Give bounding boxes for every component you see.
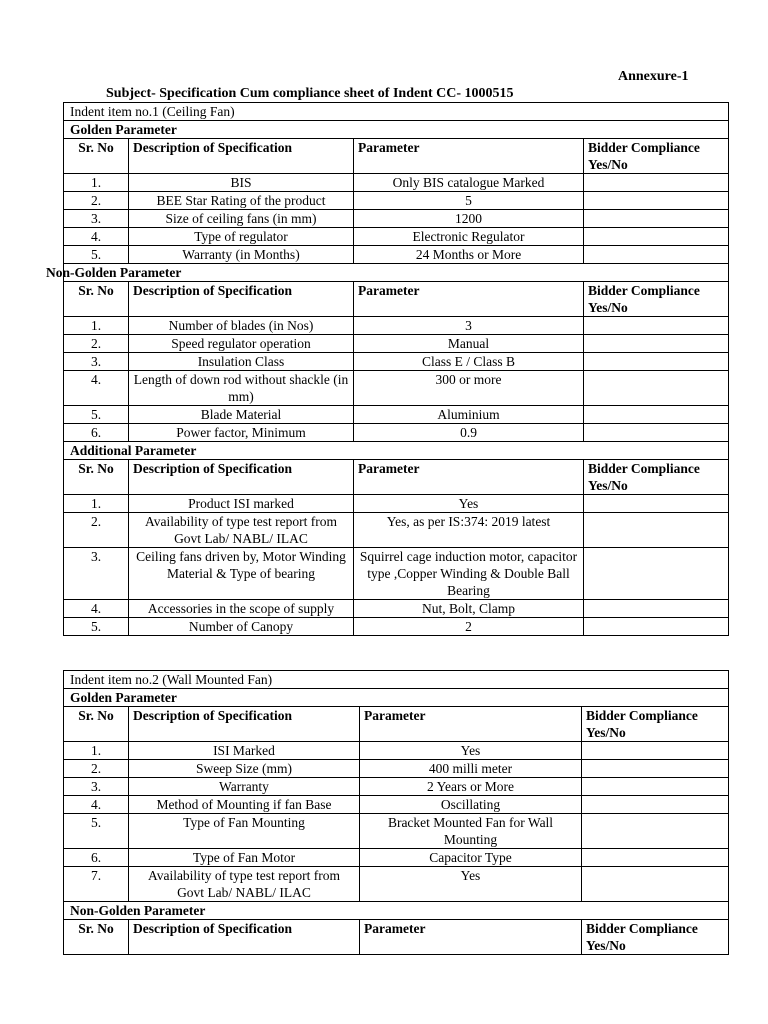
section-row: [64, 902, 729, 920]
description-cell: Length of down rod without shackle (in mm): [129, 371, 354, 406]
header-row: [64, 139, 729, 174]
description-cell: ISI Marked: [129, 742, 360, 760]
description-cell: Availability of type test report from Govt Lab/ NABL/ ILAC: [129, 867, 360, 902]
compliance-cell: [584, 424, 729, 442]
spec-row: [64, 849, 729, 867]
sr-no-cell: 2.: [64, 513, 129, 548]
parameter-cell: 300 or more: [354, 371, 584, 406]
description-cell: Availability of type test report from Govt Lab/ NABL/ ILAC: [129, 513, 354, 548]
annexure-label: Annexure-1: [618, 69, 689, 84]
section-row: [64, 264, 729, 282]
header-description: Description of Specification: [129, 920, 360, 955]
compliance-cell: [582, 742, 729, 760]
header-parameter: Parameter: [354, 282, 584, 317]
compliance-cell: [584, 210, 729, 228]
parameter-cell: Electronic Regulator: [354, 228, 584, 246]
parameter-cell: Oscillating: [360, 796, 582, 814]
sr-no-cell: 4.: [64, 796, 129, 814]
sr-no-cell: 3.: [64, 210, 129, 228]
spec-row: [64, 600, 729, 618]
compliance-cell: [584, 371, 729, 406]
header-row: [64, 460, 729, 495]
spec-row: [64, 867, 729, 902]
parameter-cell: Yes: [360, 742, 582, 760]
sr-no-cell: 1.: [64, 317, 129, 335]
description-cell: Type of Fan Motor: [129, 849, 360, 867]
spec-row: [64, 814, 729, 849]
item-title: Indent item no.2 (Wall Mounted Fan): [64, 671, 729, 689]
section-title: Additional Parameter: [64, 442, 729, 460]
parameter-cell: Only BIS catalogue Marked: [354, 174, 584, 192]
parameter-cell: 0.9: [354, 424, 584, 442]
parameter-cell: Bracket Mounted Fan for Wall Mounting: [360, 814, 582, 849]
compliance-cell: [584, 335, 729, 353]
ceiling-fan-spec-table: [46, 102, 729, 636]
parameter-cell: 3: [354, 317, 584, 335]
description-cell: Size of ceiling fans (in mm): [129, 210, 354, 228]
header-bidder-compliance: Bidder Compliance Yes/No: [582, 707, 729, 742]
sr-no-cell: 5.: [64, 406, 129, 424]
wall-fan-spec-table: [63, 670, 729, 955]
description-cell: Type of Fan Mounting: [129, 814, 360, 849]
spec-row: [64, 353, 729, 371]
header-parameter: Parameter: [360, 920, 582, 955]
sr-no-cell: 3.: [64, 778, 129, 796]
spec-row: [64, 760, 729, 778]
section-row: [64, 689, 729, 707]
description-cell: Type of regulator: [129, 228, 354, 246]
sr-no-cell: 2.: [64, 192, 129, 210]
parameter-cell: Yes: [360, 867, 582, 902]
compliance-cell: [582, 778, 729, 796]
sr-no-cell: 4.: [64, 371, 129, 406]
compliance-cell: [584, 353, 729, 371]
compliance-cell: [584, 618, 729, 636]
header-bidder-compliance: Bidder Compliance Yes/No: [584, 139, 729, 174]
spec-row: [64, 228, 729, 246]
header-sr-no: Sr. No: [64, 460, 129, 495]
spec-row: [64, 424, 729, 442]
sr-no-cell: 1.: [64, 742, 129, 760]
compliance-cell: [584, 600, 729, 618]
header-row: [64, 920, 729, 955]
header-parameter: Parameter: [360, 707, 582, 742]
parameter-cell: Class E / Class B: [354, 353, 584, 371]
parameter-cell: Squirrel cage induction motor, capacitor type ,Copper Winding & Double Ball Bearing: [354, 548, 584, 600]
header-description: Description of Specification: [129, 282, 354, 317]
header-sr-no: Sr. No: [64, 920, 129, 955]
compliance-cell: [582, 867, 729, 902]
header-parameter: Parameter: [354, 139, 584, 174]
header-bidder-compliance: Bidder Compliance Yes/No: [584, 460, 729, 495]
compliance-cell: [584, 228, 729, 246]
description-cell: Number of Canopy: [129, 618, 354, 636]
compliance-cell: [582, 849, 729, 867]
spec-row: [64, 796, 729, 814]
section-row: [64, 442, 729, 460]
description-cell: Power factor, Minimum: [129, 424, 354, 442]
compliance-cell: [584, 548, 729, 600]
parameter-cell: 5: [354, 192, 584, 210]
description-cell: Speed regulator operation: [129, 335, 354, 353]
header-description: Description of Specification: [129, 139, 354, 174]
spec-row: [64, 246, 729, 264]
sr-no-cell: 2.: [64, 760, 129, 778]
sr-no-cell: 7.: [64, 867, 129, 902]
spec-row: [64, 513, 729, 548]
parameter-cell: 2: [354, 618, 584, 636]
section-title: Golden Parameter: [64, 121, 729, 139]
sr-no-cell: 5.: [64, 246, 129, 264]
description-cell: Sweep Size (mm): [129, 760, 360, 778]
compliance-cell: [584, 513, 729, 548]
document-subject: Subject- Specification Cum compliance sheet of Indent CC- 1000515: [106, 86, 514, 101]
header-description: Description of Specification: [129, 707, 360, 742]
description-cell: Ceiling fans driven by, Motor Winding Material & Type of bearing: [129, 548, 354, 600]
spec-row: [64, 778, 729, 796]
sr-no-cell: 3.: [64, 353, 129, 371]
compliance-cell: [584, 246, 729, 264]
parameter-cell: Yes, as per IS:374: 2019 latest: [354, 513, 584, 548]
section-title: Golden Parameter: [64, 689, 729, 707]
sr-no-cell: 5.: [64, 814, 129, 849]
header-sr-no: Sr. No: [64, 139, 129, 174]
header-sr-no: Sr. No: [64, 707, 129, 742]
description-cell: Insulation Class: [129, 353, 354, 371]
compliance-cell: [584, 174, 729, 192]
parameter-cell: Aluminium: [354, 406, 584, 424]
parameter-cell: Capacitor Type: [360, 849, 582, 867]
header-bidder-compliance: Bidder Compliance Yes/No: [582, 920, 729, 955]
parameter-cell: 1200: [354, 210, 584, 228]
sr-no-cell: 4.: [64, 228, 129, 246]
sr-no-cell: 1.: [64, 495, 129, 513]
description-cell: Method of Mounting if fan Base: [129, 796, 360, 814]
spec-row: [64, 192, 729, 210]
sr-no-cell: 6.: [64, 424, 129, 442]
spec-row: [64, 335, 729, 353]
description-cell: Accessories in the scope of supply: [129, 600, 354, 618]
item-title-row: [64, 103, 729, 121]
spec-row: [64, 618, 729, 636]
parameter-cell: Yes: [354, 495, 584, 513]
compliance-cell: [584, 317, 729, 335]
spec-row: [64, 548, 729, 600]
section-title: Non-Golden Parameter: [64, 902, 729, 920]
description-cell: BIS: [129, 174, 354, 192]
parameter-cell: 2 Years or More: [360, 778, 582, 796]
description-cell: Blade Material: [129, 406, 354, 424]
item-title-row: [64, 671, 729, 689]
spec-row: [64, 495, 729, 513]
sr-no-cell: 3.: [64, 548, 129, 600]
compliance-cell: [582, 814, 729, 849]
compliance-cell: [584, 495, 729, 513]
description-cell: BEE Star Rating of the product: [129, 192, 354, 210]
sr-no-cell: 1.: [64, 174, 129, 192]
spec-row: [64, 406, 729, 424]
header-sr-no: Sr. No: [64, 282, 129, 317]
spec-row: [64, 742, 729, 760]
compliance-cell: [582, 760, 729, 778]
spec-row: [64, 371, 729, 406]
description-cell: Number of blades (in Nos): [129, 317, 354, 335]
compliance-cell: [582, 796, 729, 814]
spec-row: [64, 317, 729, 335]
sr-no-cell: 6.: [64, 849, 129, 867]
parameter-cell: 24 Months or More: [354, 246, 584, 264]
header-row: [64, 707, 729, 742]
compliance-cell: [584, 406, 729, 424]
header-parameter: Parameter: [354, 460, 584, 495]
description-cell: Product ISI marked: [129, 495, 354, 513]
compliance-cell: [584, 192, 729, 210]
sr-no-cell: 2.: [64, 335, 129, 353]
sr-no-cell: 5.: [64, 618, 129, 636]
header-description: Description of Specification: [129, 460, 354, 495]
header-row: [64, 282, 729, 317]
section-row: [64, 121, 729, 139]
spec-row: [64, 174, 729, 192]
parameter-cell: 400 milli meter: [360, 760, 582, 778]
description-cell: Warranty (in Months): [129, 246, 354, 264]
spec-row: [64, 210, 729, 228]
parameter-cell: Manual: [354, 335, 584, 353]
header-bidder-compliance: Bidder Compliance Yes/No: [584, 282, 729, 317]
sr-no-cell: 4.: [64, 600, 129, 618]
description-cell: Warranty: [129, 778, 360, 796]
parameter-cell: Nut, Bolt, Clamp: [354, 600, 584, 618]
section-title: Non-Golden Parameter: [46, 265, 182, 280]
item-title: Indent item no.1 (Ceiling Fan): [64, 103, 729, 121]
